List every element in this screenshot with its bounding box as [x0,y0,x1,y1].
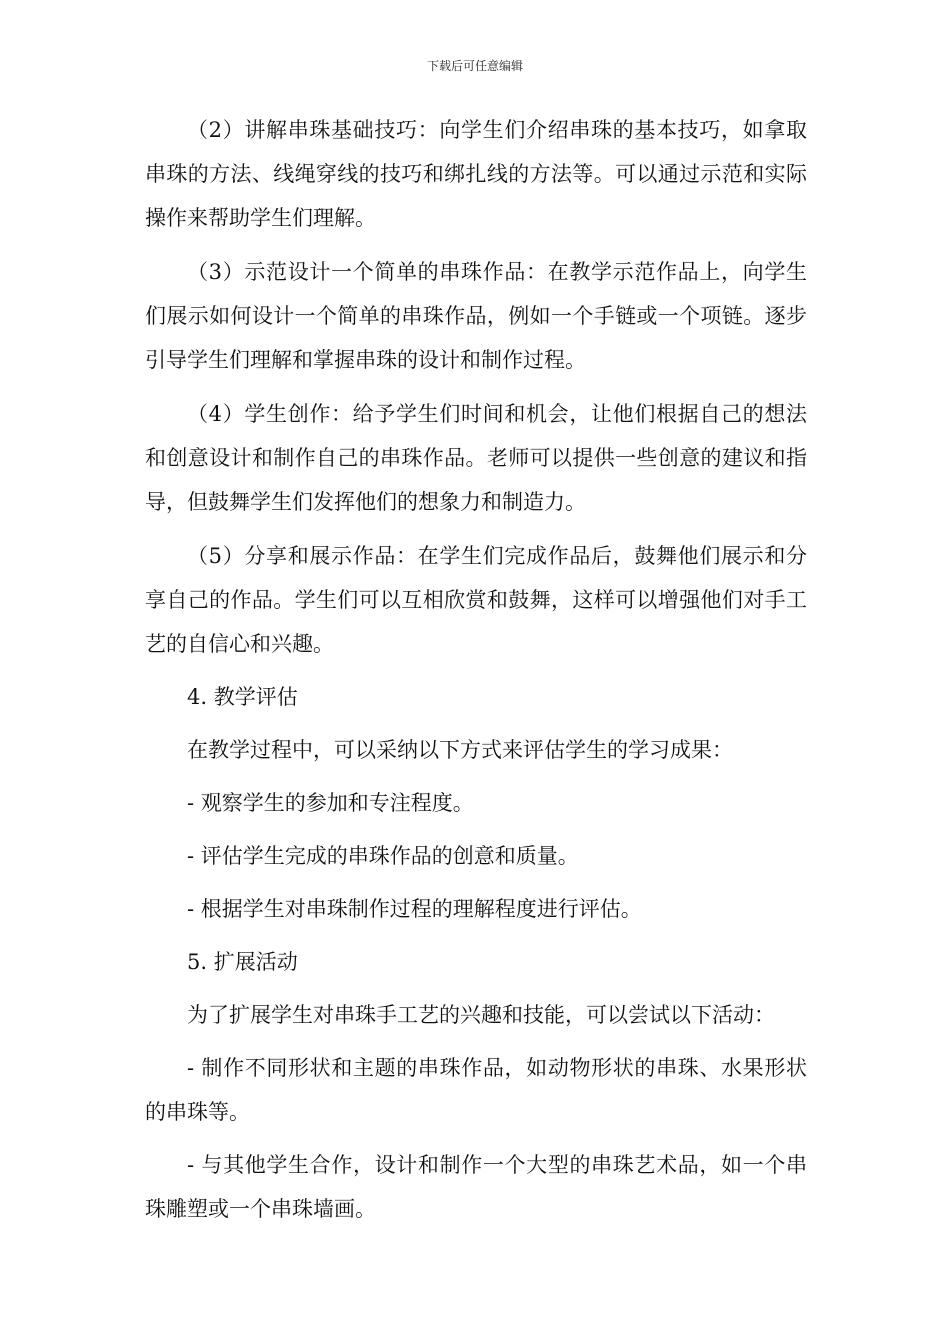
paragraph-step-5: （5）分享和展示作品：在学生们完成作品后，鼓舞他们展示和分享自己的作品。学生们可以互相欣赏和鼓舞，这样可以增强他们对手工艺的自信心和兴趣。 [145,544,807,656]
page-header: 下载后可任意编辑 [426,59,523,73]
list-item-extension-2: - 与其他学生合作，设计和制作一个大型的串珠艺术品，如一个串珠雕塑或一个串珠墙画。 [145,1153,807,1221]
list-item-extension-1: - 制作不同形状和主题的串珠作品，如动物形状的串珠、水果形状的串珠等。 [145,1056,807,1124]
section-heading-evaluation: 4. 教学评估 [187,685,298,709]
paragraph-step-3: （3）示范设计一个简单的串珠作品：在教学示范作品上，向学生们展示如何设计一个简单的串珠作品，例如一个手链或一个项链。逐步引导学生们理解和掌握串珠的设计和制作过程。 [145,260,807,372]
section-heading-extension: 5. 扩展活动 [187,950,298,974]
list-item-evaluation-2: - 评估学生完成的串珠作品的创意和质量。 [187,844,579,868]
paragraph-step-2: （2）讲解串珠基础技巧：向学生们介绍串珠的基本技巧，如拿取串珠的方法、线绳穿线的技巧和绑扎线的方法等。可以通过示范和实际操作来帮助学生们理解。 [145,118,807,230]
paragraph-step-4: （4）学生创作：给予学生们时间和机会，让他们根据自己的想法和创意设计和制作自己的串珠作品。老师可以提供一些创意的建议和指导，但鼓舞学生们发挥他们的想象力和制造力。 [145,402,807,514]
paragraph-extension-intro: 为了扩展学生对串珠手工艺的兴趣和技能，可以尝试以下活动： [187,1003,775,1027]
document-body [145,108,807,1231]
paragraph-evaluation-intro: 在教学过程中，可以采纳以下方式来评估学生的学习成果： [187,738,733,762]
list-item-evaluation-1: - 观察学生的参加和专注程度。 [187,791,474,815]
list-item-evaluation-3: - 根据学生对串珠制作过程的理解程度进行评估。 [187,897,642,921]
